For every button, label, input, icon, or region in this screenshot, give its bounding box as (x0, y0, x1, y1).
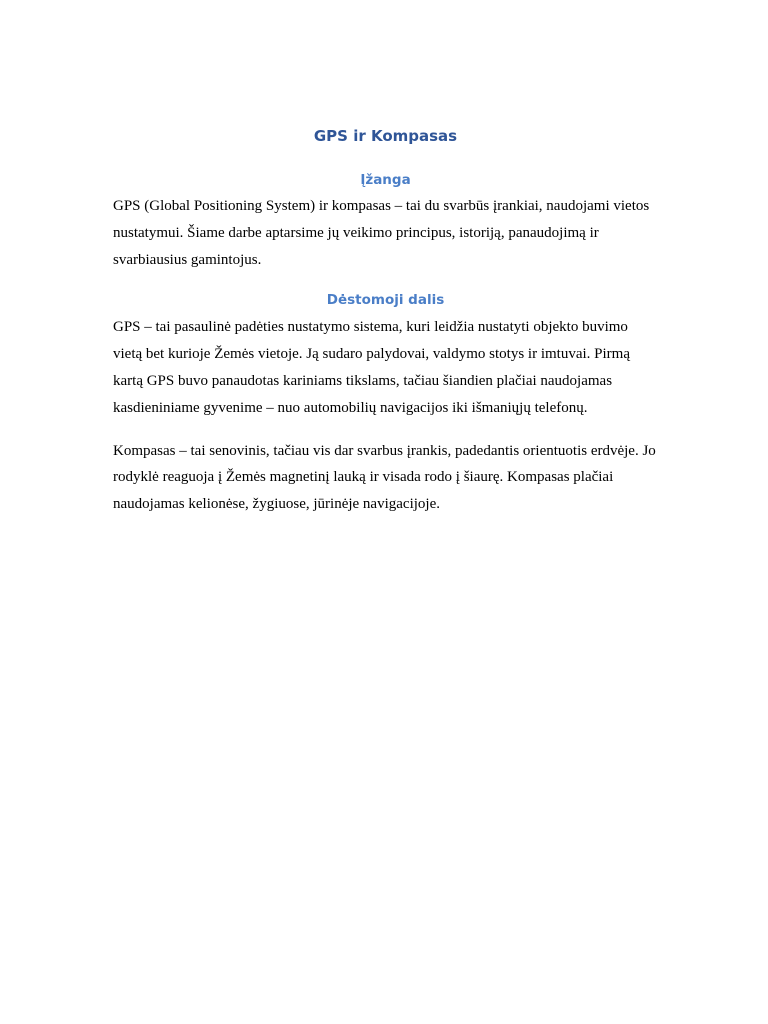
introduction-paragraph: GPS (Global Positioning System) ir kompasas – tai du svarbūs įrankiai, naudojami vietos nustatymui. Šiame darbe aptarsime jų veikimo principus, istoriją, panaudojimą ir svarbiausius gamintojus. (113, 198, 650, 268)
document-body (113, 124, 658, 518)
gps-paragraph: GPS – tai pasaulinė padėties nustatymo sistema, kuri leidžia nustatyti objekto buvimo vietą bet kurioje Žemės vietoje. Ją sudaro palydovai, valdymo stotys ir imtuvai. Pirmą kartą GPS buvo panaudotas kariniams tikslams, tačiau šiandien plačiai naudojamas kasdieniniame gyvenime – nuo automobilių navigacijos iki išmaniųjų telefonų. (113, 319, 630, 416)
compass-paragraph: Kompasas – tai senovinis, tačiau vis dar svarbus įrankis, padedantis orientuotis erdvėje. Jo rodyklė reaguoja į Žemės magnetinį lauką ir visada rodo į šiaurę. Kompasas plačiai naudojamas kelionėse, žygiuose, jūrinėje navigacijoje. (113, 442, 656, 513)
document-title: GPS ir Kompasas (313, 127, 458, 145)
section-heading-introduction: Įžanga (360, 172, 411, 188)
section-heading-main-part: Dėstomoji dalis (326, 292, 445, 309)
